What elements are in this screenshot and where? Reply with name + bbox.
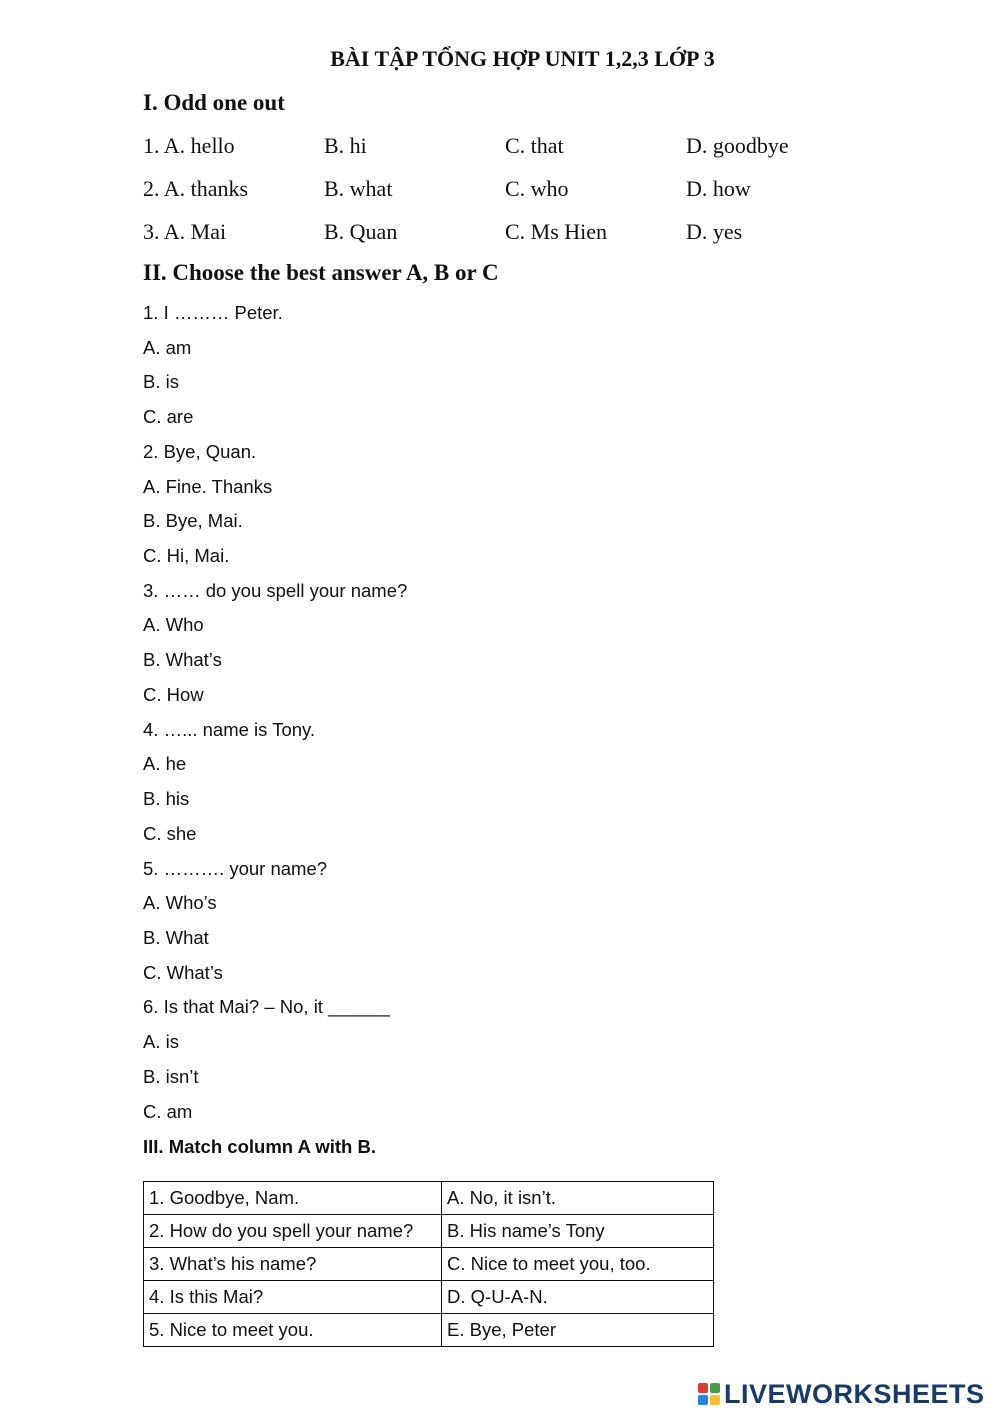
option: A. am [143, 337, 192, 358]
odd-option: 1. A. hello [143, 133, 235, 158]
column-b-cell: A. No, it isn’t. [442, 1182, 714, 1215]
odd-option: D. goodbye [686, 133, 789, 158]
liveworksheets-logo [698, 1378, 985, 1410]
option: B. his [143, 788, 190, 809]
section3-heading: III. Match column A with B. [143, 1136, 376, 1157]
table-row [144, 1215, 714, 1248]
option: C. she [143, 823, 197, 844]
table-row [144, 1314, 714, 1347]
option: A. is [143, 1031, 179, 1052]
odd-row-1 [143, 133, 863, 163]
page-title: BÀI TẬP TỔNG HỢP UNIT 1,2,3 LỚP 3 [330, 46, 715, 71]
option: C. are [143, 406, 194, 427]
odd-option: C. who [505, 176, 569, 201]
odd-option: B. what [324, 176, 393, 201]
option: A. Fine. Thanks [143, 476, 273, 497]
column-b-cell: E. Bye, Peter [442, 1314, 714, 1347]
odd-option: C. Ms Hien [505, 219, 608, 244]
option: B. What [143, 927, 209, 948]
column-a-cell: 2. How do you spell your name? [144, 1215, 442, 1248]
logo-text: LIVEWORKSHEETS [724, 1378, 985, 1409]
option: C. am [143, 1101, 193, 1122]
question-4: 4. …... name is Tony. [143, 719, 316, 740]
option: A. he [143, 753, 187, 774]
option: C. What’s [143, 962, 223, 983]
odd-option: B. Quan [324, 219, 398, 244]
option: A. Who [143, 614, 204, 635]
column-a-cell: 4. Is this Mai? [144, 1281, 442, 1314]
table-row [144, 1182, 714, 1215]
odd-option: C. that [505, 133, 564, 158]
column-a-cell: 5. Nice to meet you. [144, 1314, 442, 1347]
option: B. Bye, Mai. [143, 510, 243, 531]
question-1: 1. I ……… Peter. [143, 302, 283, 323]
table-row [144, 1248, 714, 1281]
option: B. is [143, 371, 179, 392]
odd-option: B. hi [324, 133, 367, 158]
option: B. What’s [143, 649, 222, 670]
option: C. Hi, Mai. [143, 545, 230, 566]
question-2: 2. Bye, Quan. [143, 441, 257, 462]
odd-option: 2. A. thanks [143, 176, 249, 201]
option: A. Who’s [143, 892, 217, 913]
match-table [143, 1181, 714, 1347]
option: B. isn’t [143, 1066, 199, 1087]
section2-heading: II. Choose the best answer A, B or C [143, 260, 499, 285]
logo-mark-icon [698, 1383, 720, 1405]
odd-option: D. how [686, 176, 751, 201]
column-a-cell: 1. Goodbye, Nam. [144, 1182, 442, 1215]
question-6: 6. Is that Mai? – No, it ______ [143, 996, 390, 1017]
option: C. How [143, 684, 204, 705]
section1-heading: I. Odd one out [143, 90, 285, 115]
column-b-cell: D. Q-U-A-N. [442, 1281, 714, 1314]
column-b-cell: B. His name’s Tony [442, 1215, 714, 1248]
question-3: 3. …… do you spell your name? [143, 580, 408, 601]
odd-row-2 [143, 176, 863, 206]
odd-option: D. yes [686, 219, 743, 244]
column-b-cell: C. Nice to meet you, too. [442, 1248, 714, 1281]
odd-option: 3. A. Mai [143, 219, 227, 244]
column-a-cell: 3. What’s his name? [144, 1248, 442, 1281]
question-5: 5. ………. your name? [143, 858, 328, 879]
table-row [144, 1281, 714, 1314]
odd-row-3 [143, 219, 863, 249]
